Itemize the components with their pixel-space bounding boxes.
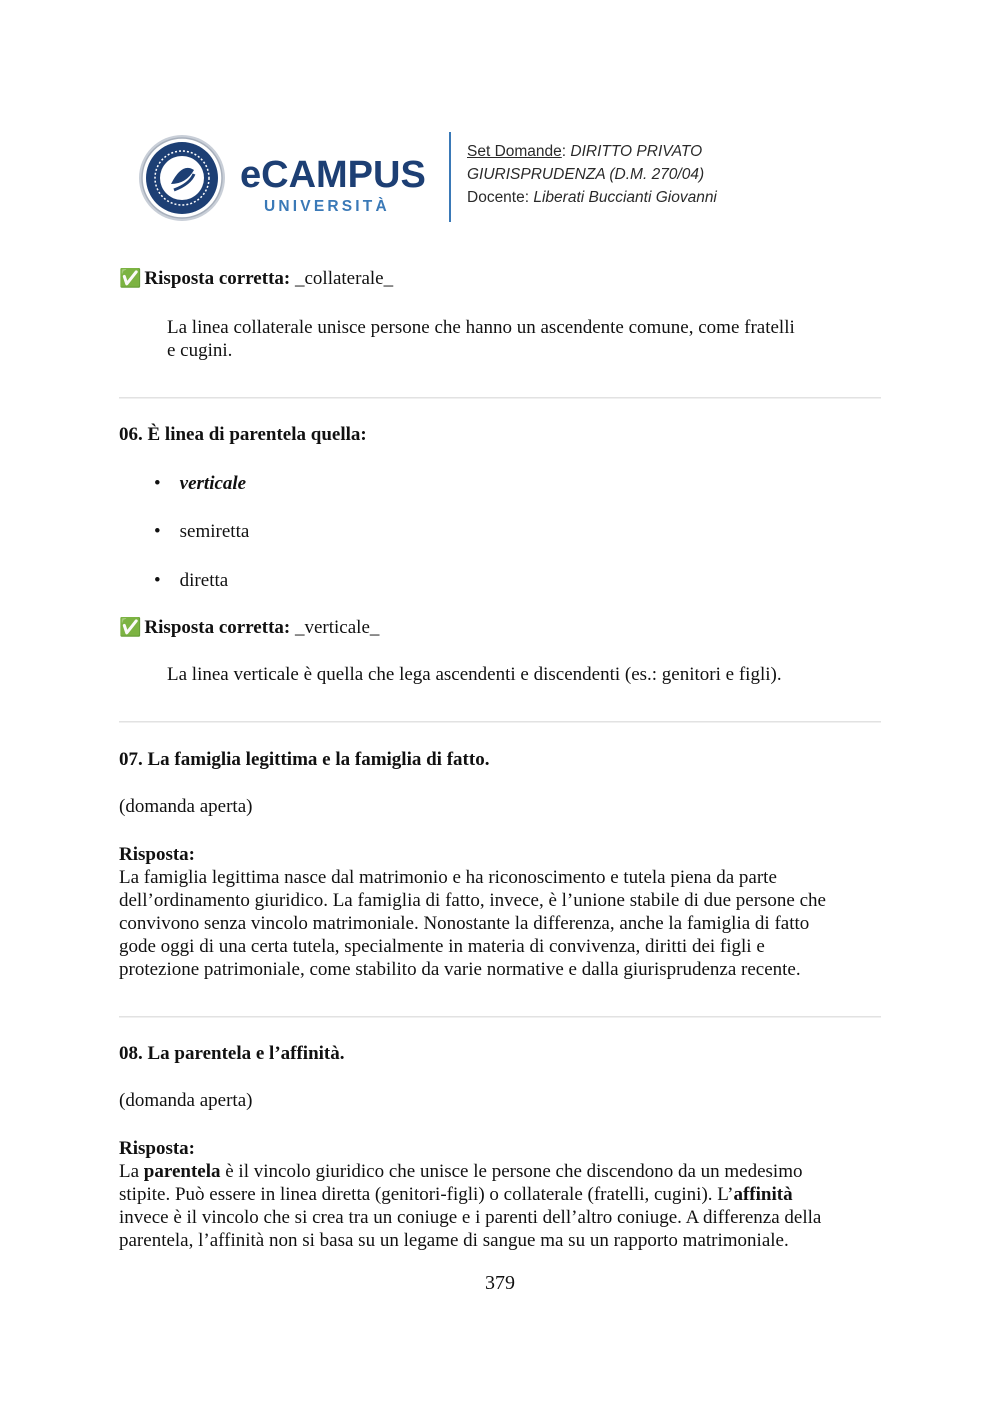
q06-option-3: • diretta (154, 570, 229, 591)
q07-open-label: (domanda aperta) (119, 796, 253, 817)
checkmark-icon: ✅ (119, 617, 142, 638)
q07-answer: Risposta: La famiglia legittima nasce dal matrimonio e ha riconoscimento e tutela piena da parte dell’ordinamento giuridico. La famiglia di fatto, invece, è l’unione stabile di due persone che convivono senza vincolo matrimoniale. Nonostante la differenza, anche la famiglia di fatto gode oggi di una certa tutela, specialmente in materia di convivenza, diritti dei figli e protezione patrimoniale, come stabilito da varie normative e dalla giurisprudenza recente. (119, 844, 826, 980)
header-divider (449, 132, 451, 222)
q06-explanation: La linea verticale è quella che lega ascendenti e discendenti (es.: genitori e figli). (167, 664, 782, 685)
section-divider (119, 1016, 881, 1018)
q05-correct-answer: ✅ Risposta corretta: _collaterale_ (119, 268, 394, 289)
section-divider (119, 721, 881, 723)
q08-answer: Risposta: La parentela è il vincolo giuridico che unisce le persone che discendono da un medesimo stipite. Può essere in linea diretta (genitori-figli) o collaterale (fratelli, cugini). L’affinità invece è il vincolo che si crea tra un coniuge e i parenti dell’altro coniuge. A differenza della parentela, l’affinità non si basa su un legame di sangue ma su un rapporto matrimoniale. (119, 1138, 822, 1251)
page-number: 379 (485, 1272, 515, 1294)
course-line: GIURISPRUDENZA (D.M. 270/04) (467, 166, 705, 183)
q06-correct-answer: ✅ Risposta corretta: _verticale_ (119, 617, 380, 638)
brand-subtitle: UNIVERSITÀ (264, 198, 390, 215)
q08-open-label: (domanda aperta) (119, 1090, 253, 1111)
section-divider (119, 397, 881, 399)
q06-title: 06. È linea di parentela quella: (119, 424, 367, 445)
q07-title: 07. La famiglia legittima e la famiglia di fatto. (119, 749, 490, 770)
set-domande-line: Set Domande: DIRITTO PRIVATO (467, 143, 703, 160)
brand-name: eCAMPUS (240, 154, 426, 196)
q06-option-1: • verticale (154, 473, 247, 494)
university-seal-logo (138, 134, 226, 222)
docente-line: Docente: Liberati Buccianti Giovanni (467, 189, 717, 206)
q08-title: 08. La parentela e l’affinità. (119, 1043, 345, 1064)
q06-option-2: • semiretta (154, 521, 250, 542)
q05-explanation: La linea collaterale unisce persone che hanno un ascendente comune, come fratelli e cugini. (167, 317, 795, 361)
checkmark-icon: ✅ (119, 268, 142, 289)
